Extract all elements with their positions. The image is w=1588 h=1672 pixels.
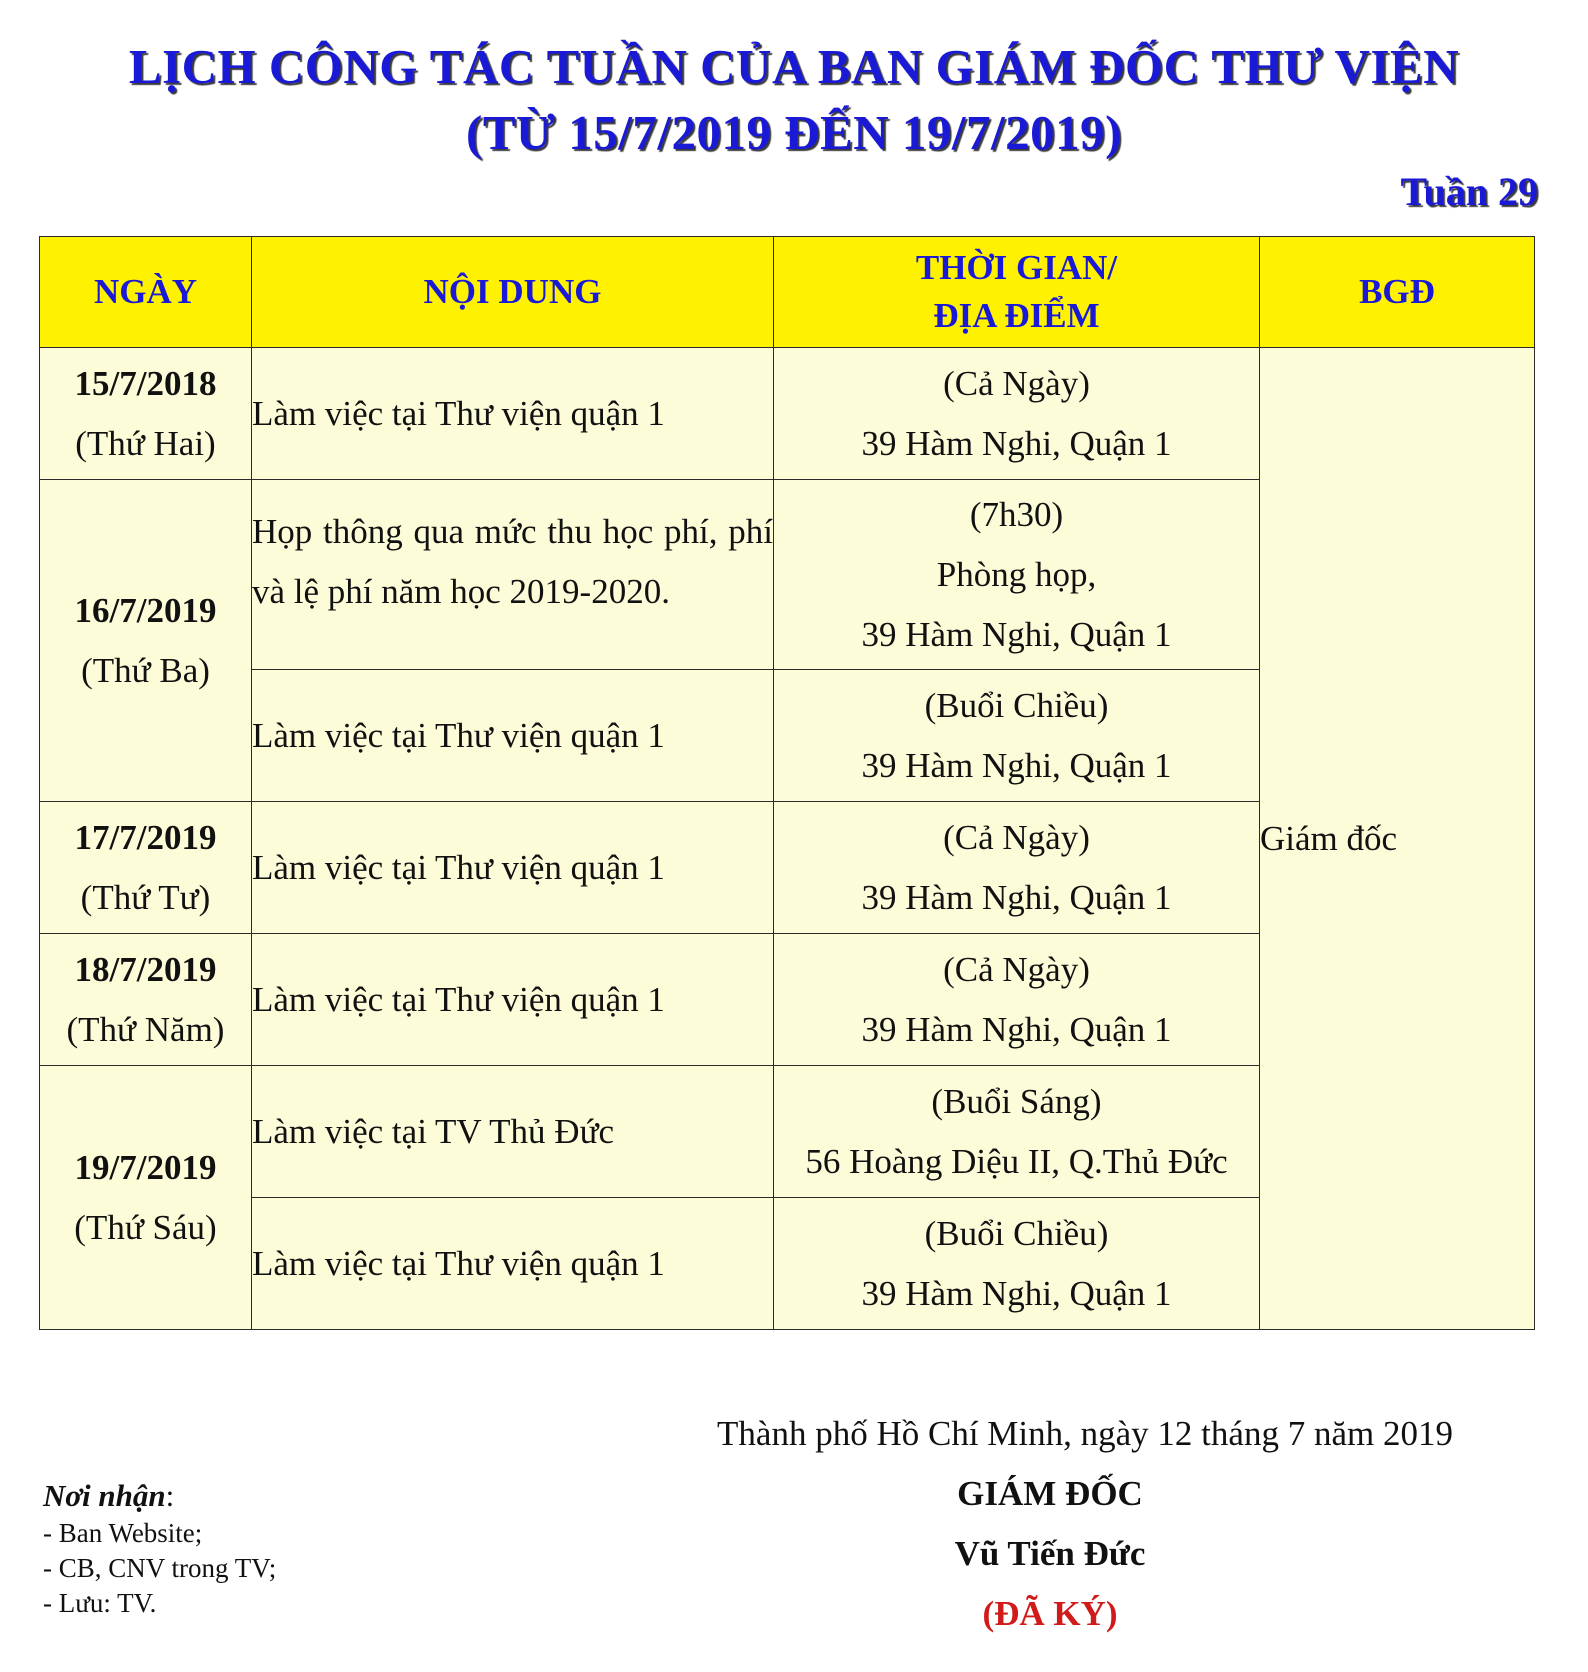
column-header-bgd: BGĐ [1260,237,1535,348]
date-cell [40,348,252,480]
column-header-content: NỘI DUNG [252,237,774,348]
recipients-heading-colon: : [165,1478,175,1513]
recipients-heading-text: Nơi nhận [43,1478,166,1513]
date-cell [40,934,252,1066]
place-value: 39 Hàm Nghi, Quận 1 [861,614,1172,654]
content-cell: Làm việc tại Thư viện quận 1 [252,670,774,802]
time-value: (Buổi Chiều) [924,1213,1109,1253]
date-value: 16/7/2019 [74,590,217,630]
place-value: 56 Hoàng Diệu II, Q.Thủ Đức [805,1141,1228,1181]
place-value: 39 Hàm Nghi, Quận 1 [861,1009,1172,1049]
schedule-table [39,236,1535,1330]
column-header-time: THỜI GIAN/ [915,248,1118,287]
weekday-value: (Thứ Năm) [66,1009,225,1049]
time-place-cell [774,670,1260,802]
time-value: (Cả Ngày) [943,817,1090,857]
date-value: 17/7/2019 [74,817,217,857]
time-place-cell [774,1198,1260,1330]
time-value: (Cả Ngày) [943,949,1090,989]
weekday-value: (Thứ Sáu) [74,1207,217,1247]
time-value: (Cả Ngày) [943,363,1090,403]
bgd-cell: Giám đốc [1260,348,1535,1330]
time-value: (Buổi Chiều) [924,685,1109,725]
date-value: 19/7/2019 [74,1147,217,1187]
table-row [40,348,1535,480]
document-date-range: (TỪ 15/7/2019 ĐẾN 19/7/2019) [466,105,1122,160]
weekday-value: (Thứ Hai) [75,423,216,463]
date-value: 18/7/2019 [74,949,217,989]
date-cell [40,1066,252,1330]
date-cell [40,480,252,802]
document-title: LỊCH CÔNG TÁC TUẦN CỦA BAN GIÁM ĐỐC THƯ VIỆN [128,39,1460,94]
recipient-item: - Ban Website; [43,1518,203,1548]
content-cell: Làm việc tại Thư viện quận 1 [252,934,774,1066]
date-value: 15/7/2018 [74,363,217,403]
content-cell: Làm việc tại Thư viện quận 1 [252,1198,774,1330]
weekday-value: (Thứ Ba) [81,650,210,690]
time-place-cell [774,802,1260,934]
content-cell: Họp thông qua mức thu học phí, phí và lệ phí năm học 2019-2020. [252,480,774,670]
table-header-row [40,237,1535,348]
place-value: 39 Hàm Nghi, Quận 1 [861,877,1172,917]
column-header-time-place [774,237,1260,348]
recipients-block [43,1478,276,1621]
time-place-cell [774,1066,1260,1198]
place-value: 39 Hàm Nghi, Quận 1 [861,1273,1172,1313]
signature-title: GIÁM ĐỐC [957,1474,1143,1513]
signature-name: Vũ Tiến Đức [954,1534,1146,1573]
signature-place-date: Thành phố Hồ Chí Minh, ngày 12 tháng 7 năm 2019 [717,1414,1453,1453]
week-label: Tuần 29 [1400,169,1538,214]
recipient-item: - Lưu: TV. [43,1588,157,1618]
weekday-value: (Thứ Tư) [80,877,211,917]
time-value: (7h30) [969,494,1064,534]
content-cell: Làm việc tại Thư viện quận 1 [252,348,774,480]
place-value: 39 Hàm Nghi, Quận 1 [861,745,1172,785]
column-header-date: NGÀY [40,237,252,348]
signature-signed-mark: (ĐÃ KÝ) [982,1594,1118,1633]
content-cell: Làm việc tại Thư viện quận 1 [252,802,774,934]
recipient-item: - CB, CNV trong TV; [43,1553,277,1583]
time-place-cell [774,480,1260,670]
recipients-heading [43,1478,276,1513]
place-value-room: Phòng họp, [936,554,1097,594]
content-cell: Làm việc tại TV Thủ Đức [252,1066,774,1198]
time-place-cell [774,934,1260,1066]
column-header-place: ĐỊA ĐIỂM [933,296,1100,335]
time-place-cell [774,348,1260,480]
time-value: (Buổi Sáng) [931,1081,1102,1121]
place-value: 39 Hàm Nghi, Quận 1 [861,423,1172,463]
date-cell [40,802,252,934]
